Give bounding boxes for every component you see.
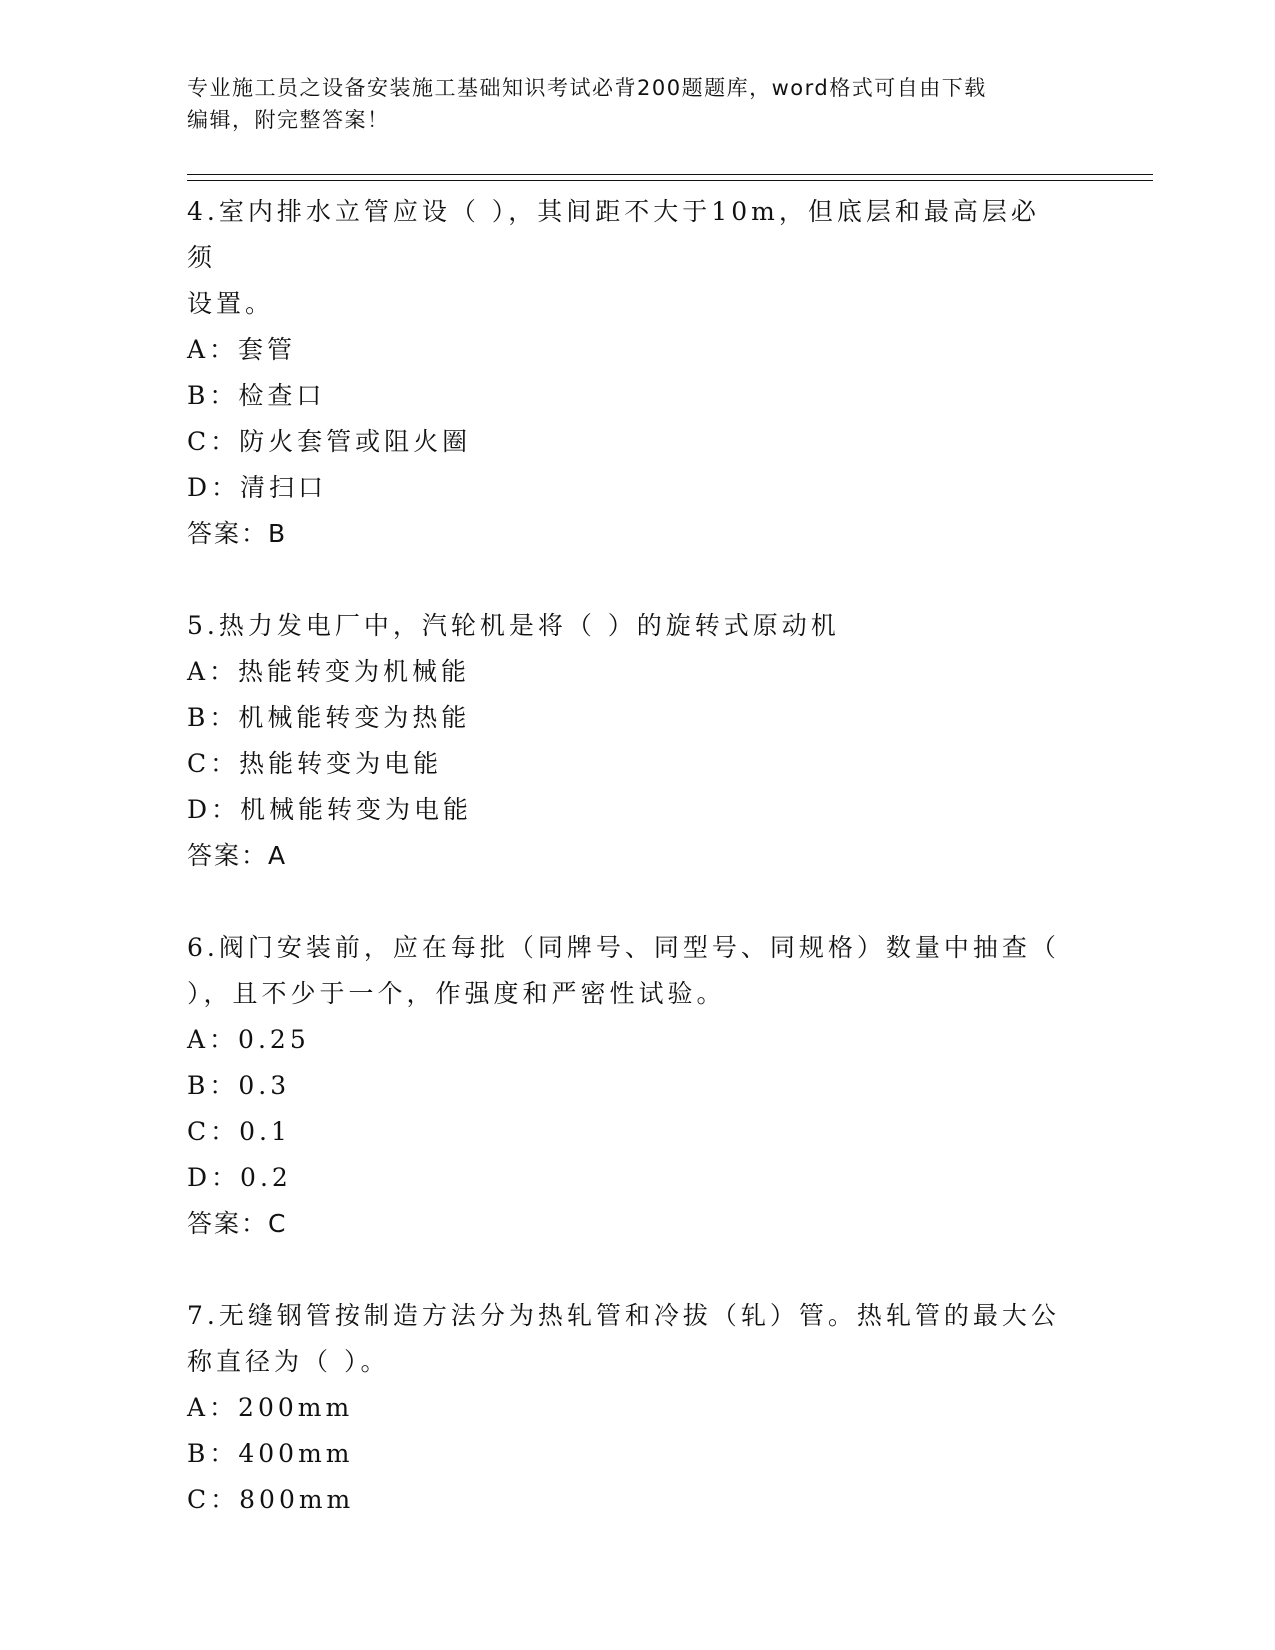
header-line-1: 专业施工员之设备安装施工基础知识考试必背200题题库，word格式可自由下载 bbox=[187, 76, 987, 100]
option-d: D：机械能转变为电能 bbox=[187, 795, 473, 824]
option-d: D：清扫口 bbox=[187, 473, 328, 502]
question-5 bbox=[187, 603, 1067, 879]
header-divider-bottom bbox=[187, 180, 1153, 181]
option-b: B：0.3 bbox=[187, 1071, 291, 1100]
option-c: C：800mm bbox=[187, 1485, 355, 1514]
option-c: C：热能转变为电能 bbox=[187, 749, 443, 778]
question-stem-line: 4.室内排水立管应设（ ），其间距不大于10m，但底层和最高层必须 bbox=[187, 197, 1040, 272]
question-list bbox=[187, 189, 1067, 1569]
question-stem-line: ），且不少于一个，作强度和严密性试验。 bbox=[187, 979, 726, 1008]
question-stem bbox=[187, 925, 1067, 1017]
question-6 bbox=[187, 925, 1067, 1247]
question-stem-line: 5.热力发电厂中，汽轮机是将（ ）的旋转式原动机 bbox=[187, 611, 840, 640]
option-c: C：0.1 bbox=[187, 1117, 291, 1146]
header-line-2: 编辑，附完整答案！ bbox=[187, 108, 390, 132]
option-b: B：检查口 bbox=[187, 381, 326, 410]
option-a: A：套管 bbox=[187, 335, 297, 364]
question-7 bbox=[187, 1293, 1067, 1523]
answer: 答案：A bbox=[187, 841, 288, 870]
question-stem-line: 7.无缝钢管按制造方法分为热轧管和冷拔（轧）管。热轧管的最大公 bbox=[187, 1301, 1060, 1330]
option-a: A：0.25 bbox=[187, 1025, 310, 1054]
question-stem-line: 设置。 bbox=[187, 289, 275, 318]
option-c: C：防火套管或阻火圈 bbox=[187, 427, 472, 456]
answer: 答案：C bbox=[187, 1209, 288, 1238]
answer: 答案：B bbox=[187, 519, 288, 548]
document-header bbox=[187, 72, 1077, 136]
option-a: A：200mm bbox=[187, 1393, 354, 1422]
option-d: D：0.2 bbox=[187, 1163, 292, 1192]
question-stem-line: 6.阀门安装前，应在每批（同牌号、同型号、同规格）数量中抽查（ bbox=[187, 933, 1060, 962]
option-b: B：机械能转变为热能 bbox=[187, 703, 471, 732]
option-b: B：400mm bbox=[187, 1439, 354, 1468]
option-a: A：热能转变为机械能 bbox=[187, 657, 471, 686]
question-stem bbox=[187, 189, 1067, 327]
header-divider-top bbox=[187, 174, 1153, 175]
question-stem bbox=[187, 603, 1067, 649]
question-4 bbox=[187, 189, 1067, 557]
question-stem-line: 称直径为（ ）。 bbox=[187, 1347, 390, 1376]
question-stem bbox=[187, 1293, 1067, 1385]
